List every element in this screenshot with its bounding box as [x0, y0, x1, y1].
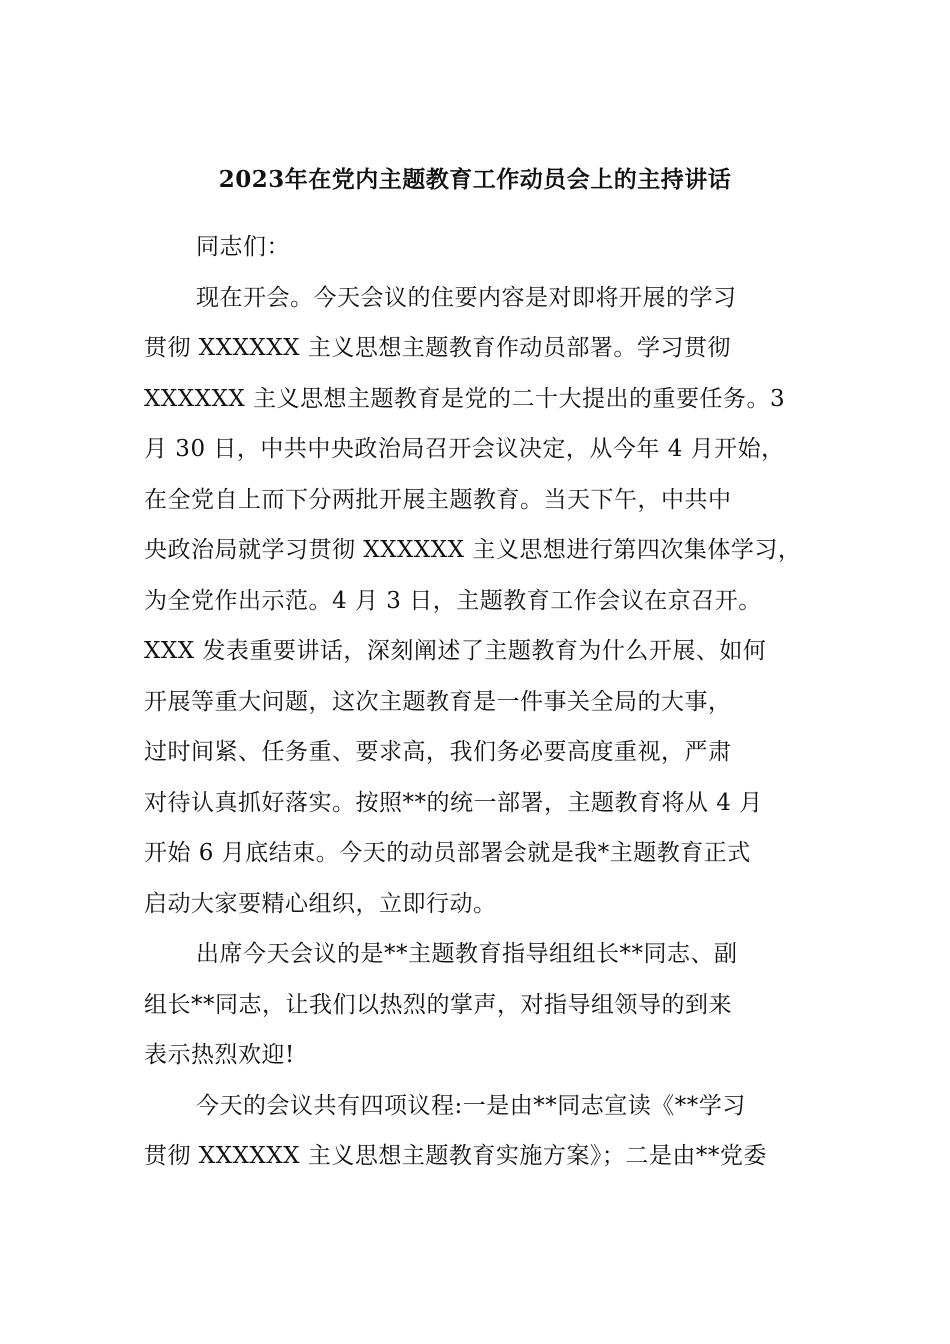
body-line: 贯彻 XXXXXX 主义思想主题教育实施方案》；二是由**党委 — [144, 1143, 767, 1169]
body-line: 同志们： — [196, 234, 290, 260]
body-line: 启动大家要精心组织，立即行动。 — [144, 890, 497, 917]
body-line: 月 30 日，中共中央政治局召开会议决定，从今年 4 月开始， — [144, 436, 785, 462]
body-line: 表示热烈欢迎! — [144, 1042, 295, 1068]
body-line: 对待认真抓好落实。按照**的统一部署，主题教育将从 4 月 — [144, 789, 763, 816]
document-body — [144, 222, 864, 1182]
body-line: 在全党自上而下分两批开展主题教育。当天下午，中共中 — [144, 486, 732, 513]
body-line: 今天的会议共有四项议程:一是由**同志宣读《**学习 — [196, 1092, 746, 1119]
body-line: 贯彻 XXXXXX 主义思想主题教育作动员部署。学习贯彻 — [144, 335, 731, 361]
body-line: 出席今天会议的是**主题教育指导组组长**同志、副 — [196, 941, 738, 967]
body-line: 央政治局就学习贯彻 XXXXXX 主义思想进行第四次集体学习， — [144, 537, 802, 563]
body-line: 过时间紧、任务重、要求高，我们务必要高度重视，严肃 — [144, 739, 732, 765]
body-line: 开展等重大问题，这次主题教育是一件事关全局的大事， — [144, 688, 732, 715]
document-title: 2023年在党内主题教育工作动员会上的主持讲话 — [218, 166, 732, 193]
body-line: 为全党作出示范。4 月 3 日，主题教育工作会议在京召开。 — [144, 587, 762, 614]
body-line: XXX 发表重要讲话，深刻阐述了主题教育为什么开展、如何 — [144, 638, 767, 664]
body-line: 组长**同志，让我们以热烈的掌声，对指导组领导的到来 — [144, 991, 732, 1018]
body-line: XXXXXX 主义思想主题教育是党的二十大提出的重要任务。3 — [144, 385, 786, 412]
body-line: 现在开会。今天会议的住要内容是对即将开展的学习 — [196, 284, 737, 311]
body-line: 开始 6 月底结束。今天的动员部署会就是我*主题教育正式 — [144, 840, 751, 866]
